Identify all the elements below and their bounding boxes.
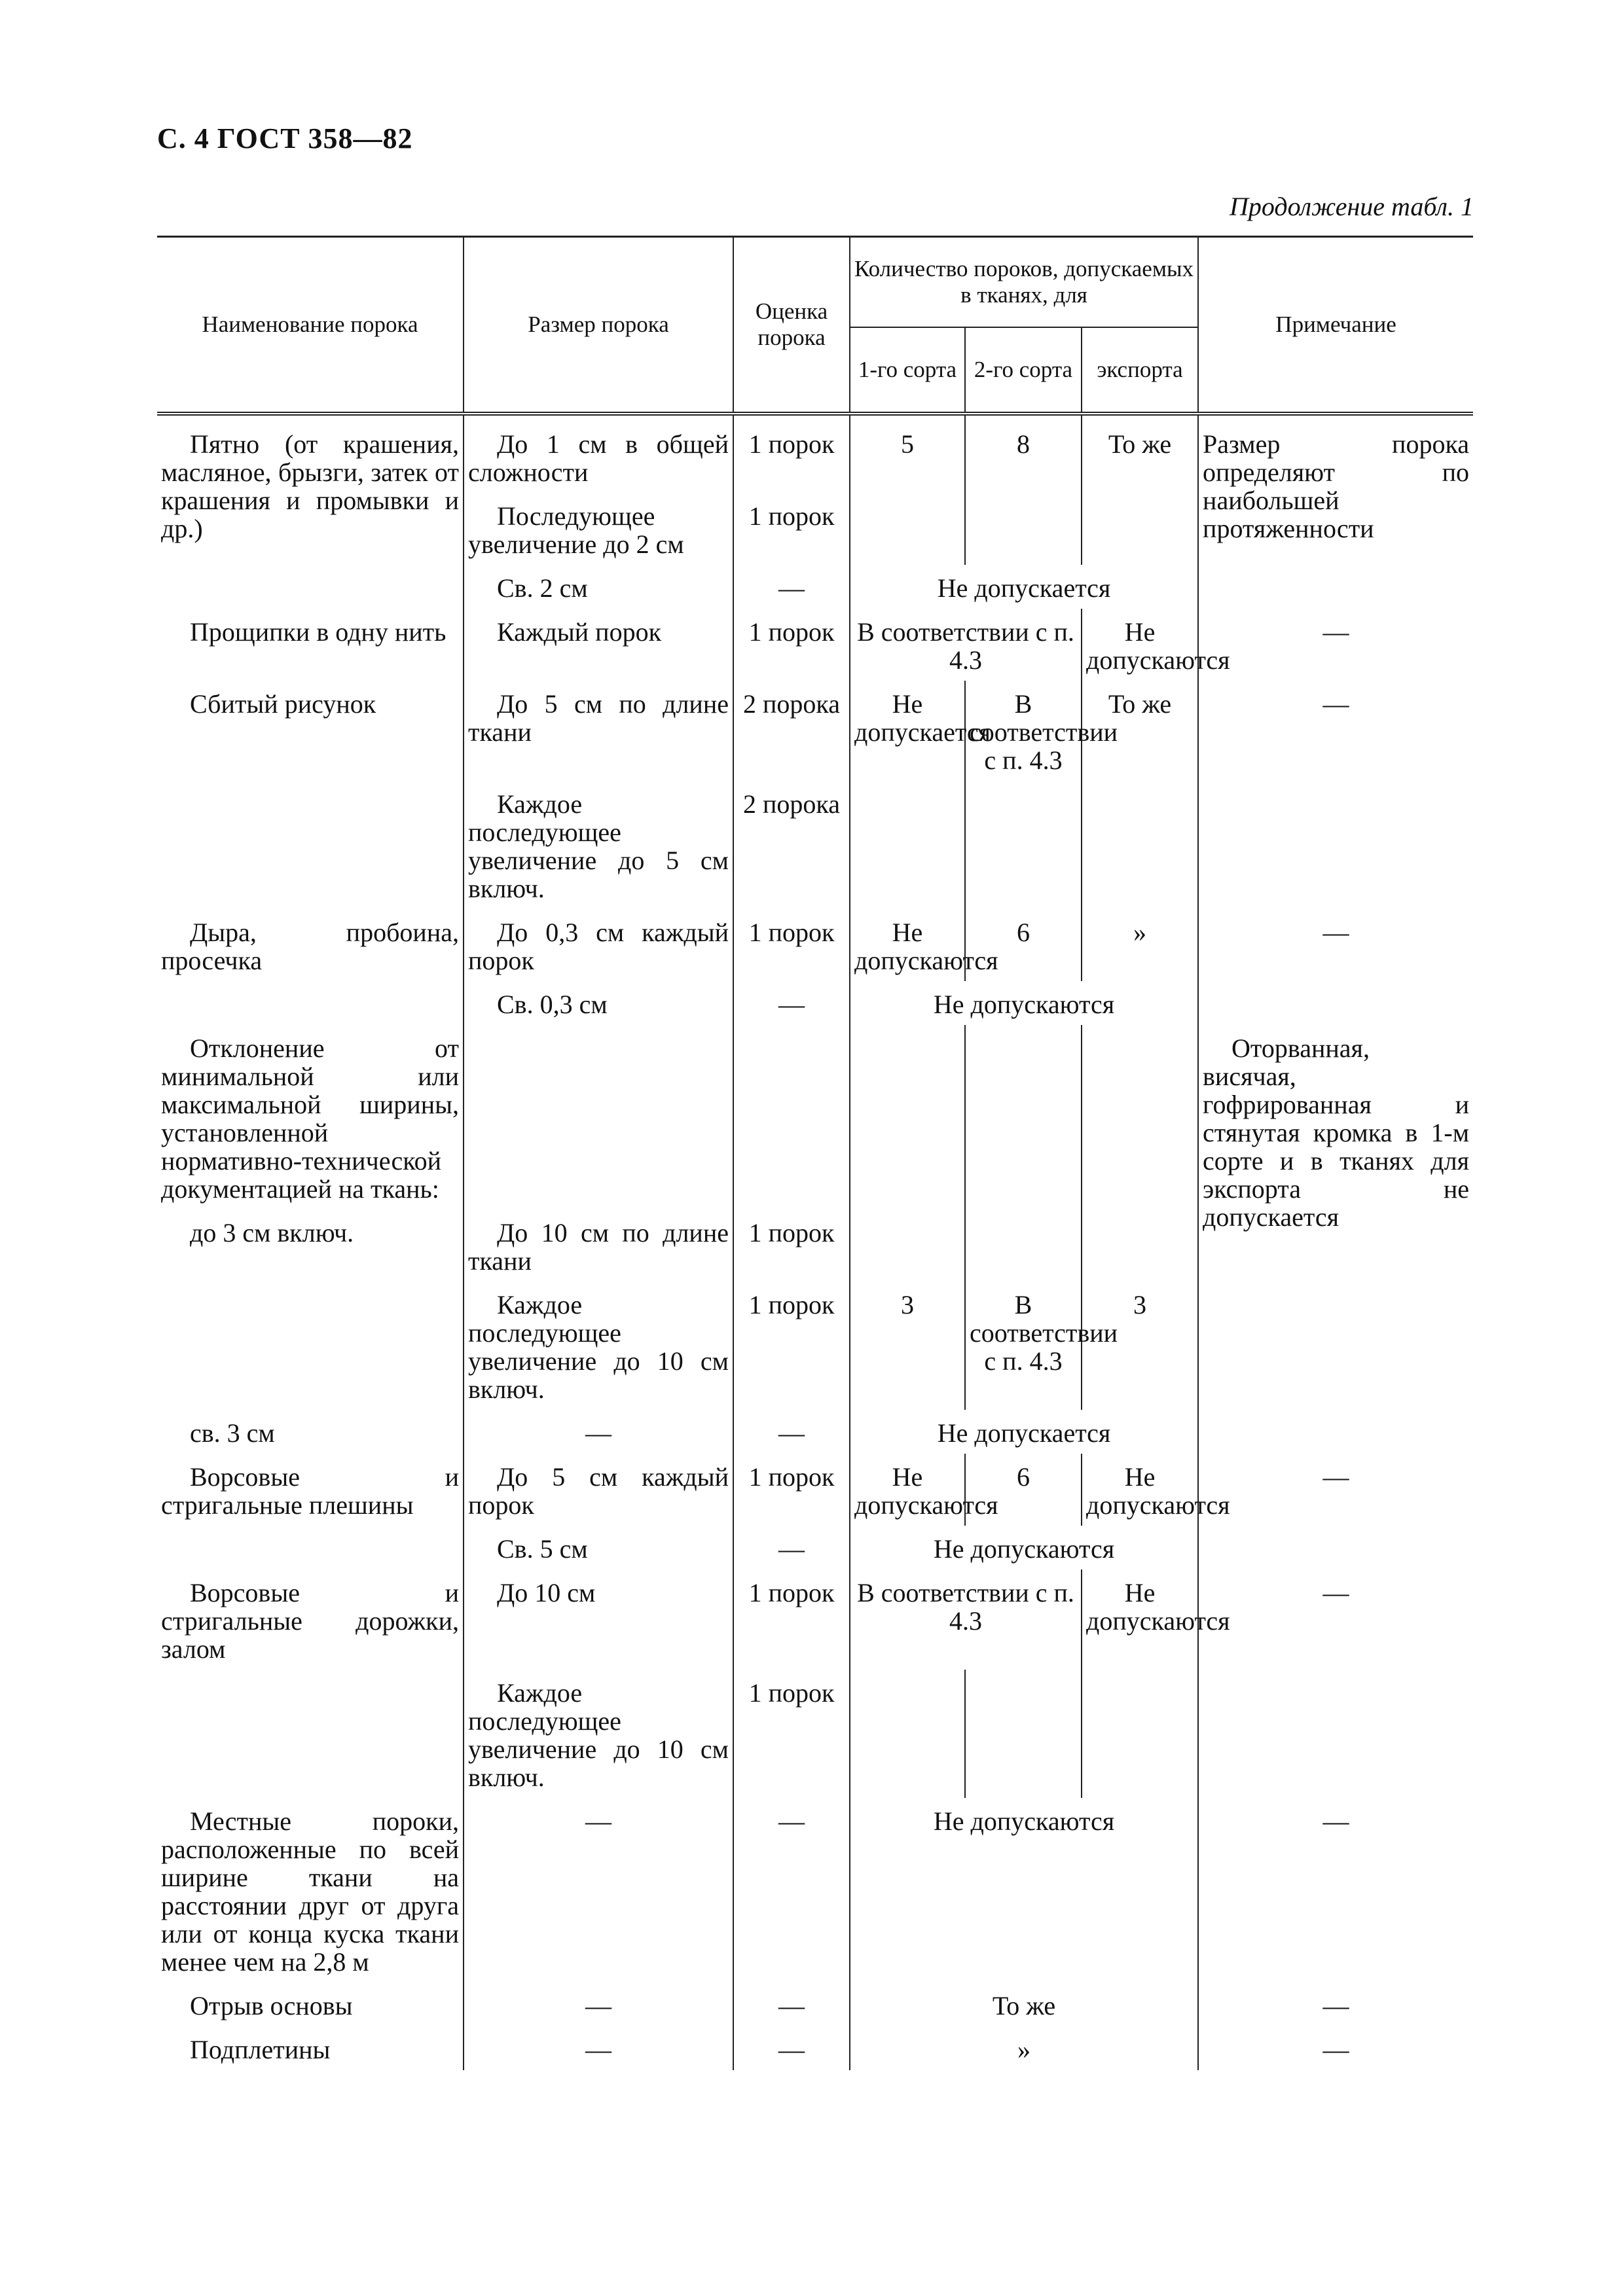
- defect-size-cell: Каждый порок: [464, 609, 733, 681]
- table-header: [157, 237, 1473, 414]
- defect-size-cell: Св. 0,3 см: [464, 981, 733, 1025]
- table-row: [157, 565, 1473, 609]
- table-row: [157, 1798, 1473, 1982]
- defect-rating-cell: 1 порок: [733, 414, 850, 493]
- defect-name-cell: Ворсовые и стригальные дорожки, залом: [157, 1570, 464, 1670]
- grade12-merged-cell: В соответствии с п. 4.3: [850, 609, 1082, 681]
- grade1-cell: Не допускаются: [850, 1454, 965, 1526]
- table-row: [157, 1570, 1473, 1670]
- grade1-cell: [850, 1210, 965, 1282]
- defect-size-cell: До 5 см каждый порок: [464, 1454, 733, 1526]
- table-row: [157, 414, 1473, 493]
- defect-name-cell: [157, 781, 464, 909]
- grade2-cell: 6: [965, 1454, 1082, 1526]
- export-cell: Не допускаются: [1082, 1570, 1198, 1670]
- defect-size-cell: —: [464, 1410, 733, 1454]
- grade2-cell: [965, 781, 1082, 909]
- note-cell: [1198, 565, 1473, 609]
- defect-rating-cell: —: [733, 1982, 850, 2026]
- defect-rating-cell: 2 порока: [733, 681, 850, 781]
- table-row: [157, 609, 1473, 681]
- note-cell: [1198, 1410, 1473, 1454]
- export-cell: [1082, 781, 1198, 909]
- table-row: [157, 681, 1473, 781]
- col-header-allowed-count: Количество пороков, допускаемых в тканях, для: [850, 237, 1198, 328]
- defect-rating-cell: —: [733, 981, 850, 1025]
- table-row: [157, 981, 1473, 1025]
- defect-name-cell: Местные пороки, расположенные по всей ширине ткани на расстоянии друг от друга или от конца куска ткани менее чем на 2,8 м: [157, 1798, 464, 1982]
- defect-name-cell: Дыра, пробоина, просечка: [157, 909, 464, 981]
- defect-size-cell: Св. 2 см: [464, 565, 733, 609]
- export-cell: То же: [1082, 414, 1198, 565]
- defect-rating-cell: 1 порок: [733, 1454, 850, 1526]
- defect-name-cell: до 3 см включ.: [157, 1210, 464, 1282]
- defect-rating-cell: —: [733, 1410, 850, 1454]
- defect-rating-cell: —: [733, 565, 850, 609]
- table-row: [157, 1025, 1473, 1210]
- export-cell: Не допускаются: [1082, 609, 1198, 681]
- defect-size-cell: Каждое последующее увеличение до 10 см включ.: [464, 1282, 733, 1410]
- defect-rating-cell: —: [733, 1798, 850, 1982]
- defect-rating-cell: 1 порок: [733, 909, 850, 981]
- table-row: [157, 781, 1473, 909]
- allowed-merged-cell: Не допускается: [850, 1410, 1198, 1454]
- grade2-cell: [965, 1670, 1082, 1798]
- export-cell: [1082, 1025, 1198, 1210]
- grade1-cell: [850, 1025, 965, 1210]
- export-cell: [1082, 1670, 1198, 1798]
- defect-name-cell: [157, 1670, 464, 1798]
- defect-name-cell: Подплетины: [157, 2026, 464, 2070]
- defect-rating-cell: 1 порок: [733, 1210, 850, 1282]
- defect-size-cell: До 0,3 см каждый порок: [464, 909, 733, 981]
- defect-size-cell: Последующее увеличение до 2 см: [464, 493, 733, 565]
- grade1-cell: [850, 781, 965, 909]
- col-header-grade1: 1-го сорта: [850, 327, 965, 414]
- defect-name-cell: Отрыв основы: [157, 1982, 464, 2026]
- note-cell: Размер порока определяют по наибольшей протяженности: [1198, 414, 1473, 565]
- defect-size-cell: [464, 1025, 733, 1210]
- table-continuation-label: Продолжение табл. 1: [1229, 192, 1474, 221]
- defect-name-cell: Сбитый рисунок: [157, 681, 464, 781]
- note-cell: —: [1198, 1982, 1473, 2026]
- grade1-cell: Не допускаются: [850, 909, 965, 981]
- table-row: [157, 909, 1473, 981]
- defect-rating-cell: —: [733, 2026, 850, 2070]
- defect-size-cell: Св. 5 см: [464, 1526, 733, 1570]
- note-cell: Оторванная, висячая, гофрированная и стянутая кромка в 1-м сорте и в тканях для экспорта не допускается: [1198, 1025, 1473, 1410]
- defect-size-cell: До 1 см в общей сложности: [464, 414, 733, 493]
- defect-size-cell: До 10 см по длине ткани: [464, 1210, 733, 1282]
- table-row: [157, 1410, 1473, 1454]
- defect-name-cell: [157, 1282, 464, 1410]
- allowed-merged-cell: Не допускаются: [850, 981, 1198, 1025]
- grade1-cell: Не допускается: [850, 681, 965, 781]
- note-cell: [1198, 781, 1473, 909]
- col-header-grade2: 2-го сорта: [965, 327, 1082, 414]
- export-cell: То же: [1082, 681, 1198, 781]
- allowed-merged-cell: Не допускаются: [850, 1798, 1198, 1982]
- grade12-merged-cell: В соответствии с п. 4.3: [850, 1570, 1082, 1670]
- allowed-merged-cell: Не допускается: [850, 565, 1198, 609]
- col-header-export: экспорта: [1082, 327, 1198, 414]
- col-header-defect-size: Размер порока: [464, 237, 733, 414]
- defects-table: [157, 236, 1473, 2070]
- table-row: [157, 1454, 1473, 1526]
- defect-size-cell: Каждое последующее увеличение до 5 см включ.: [464, 781, 733, 909]
- note-cell: —: [1198, 609, 1473, 681]
- defect-name-cell: Пятно (от крашения, масляное, брызги, затек от крашения и промывки и др.): [157, 414, 464, 565]
- grade1-cell: 3: [850, 1282, 965, 1410]
- defect-size-cell: —: [464, 1982, 733, 2026]
- note-cell: —: [1198, 909, 1473, 981]
- defect-size-cell: До 5 см по длине ткани: [464, 681, 733, 781]
- grade2-cell: [965, 1025, 1082, 1210]
- defect-name-cell: Прощипки в одну нить: [157, 609, 464, 681]
- grade2-cell: В соответствии с п. 4.3: [965, 1282, 1082, 1410]
- defect-rating-cell: 1 порок: [733, 609, 850, 681]
- defect-rating-cell: 2 порока: [733, 781, 850, 909]
- defect-size-cell: —: [464, 2026, 733, 2070]
- defect-name-cell: [157, 565, 464, 609]
- table-row: [157, 1526, 1473, 1570]
- defect-name-cell: [157, 1526, 464, 1570]
- table-row: [157, 1982, 1473, 2026]
- grade2-cell: 8: [965, 414, 1082, 565]
- defect-size-cell: Каждое последующее увеличение до 10 см включ.: [464, 1670, 733, 1798]
- defect-rating-cell: 1 порок: [733, 1570, 850, 1670]
- col-header-defect-name: Наименование порока: [157, 237, 464, 414]
- note-cell: [1198, 1526, 1473, 1570]
- note-cell: [1198, 1670, 1473, 1798]
- table-row: [157, 1670, 1473, 1798]
- grade1-cell: 5: [850, 414, 965, 565]
- grade1-cell: [850, 1670, 965, 1798]
- note-cell: —: [1198, 681, 1473, 781]
- allowed-merged-cell: »: [850, 2026, 1198, 2070]
- defect-rating-cell: 1 порок: [733, 493, 850, 565]
- defect-name-cell: [157, 981, 464, 1025]
- defect-rating-cell: 1 порок: [733, 1282, 850, 1410]
- defect-name-cell: Отклонение от минимальной или максимальной ширины, установленной нормативно-технической документацией на ткань:: [157, 1025, 464, 1210]
- defect-size-cell: До 10 см: [464, 1570, 733, 1670]
- export-cell: »: [1082, 909, 1198, 981]
- defect-size-cell: —: [464, 1798, 733, 1982]
- defect-name-cell: Ворсовые и стригальные плешины: [157, 1454, 464, 1526]
- note-cell: —: [1198, 1454, 1473, 1526]
- defect-rating-cell: 1 порок: [733, 1670, 850, 1798]
- export-cell: Не допускаются: [1082, 1454, 1198, 1526]
- grade2-cell: В соответствии с п. 4.3: [965, 681, 1082, 781]
- defect-name-cell: св. 3 см: [157, 1410, 464, 1454]
- grade2-cell: 6: [965, 909, 1082, 981]
- table-row: [157, 2026, 1473, 2070]
- export-cell: [1082, 1210, 1198, 1282]
- grade2-cell: [965, 1210, 1082, 1282]
- allowed-merged-cell: Не допускаются: [850, 1526, 1198, 1570]
- export-cell: 3: [1082, 1282, 1198, 1410]
- defect-rating-cell: [733, 1025, 850, 1210]
- allowed-merged-cell: То же: [850, 1982, 1198, 2026]
- col-header-defect-rating: Оценка порока: [733, 237, 850, 414]
- page-header: С. 4 ГОСТ 358—82: [157, 122, 413, 154]
- col-header-note: Примечание: [1198, 237, 1473, 414]
- note-cell: [1198, 981, 1473, 1025]
- note-cell: —: [1198, 1798, 1473, 1982]
- note-cell: —: [1198, 2026, 1473, 2070]
- note-cell: —: [1198, 1570, 1473, 1670]
- defect-rating-cell: —: [733, 1526, 850, 1570]
